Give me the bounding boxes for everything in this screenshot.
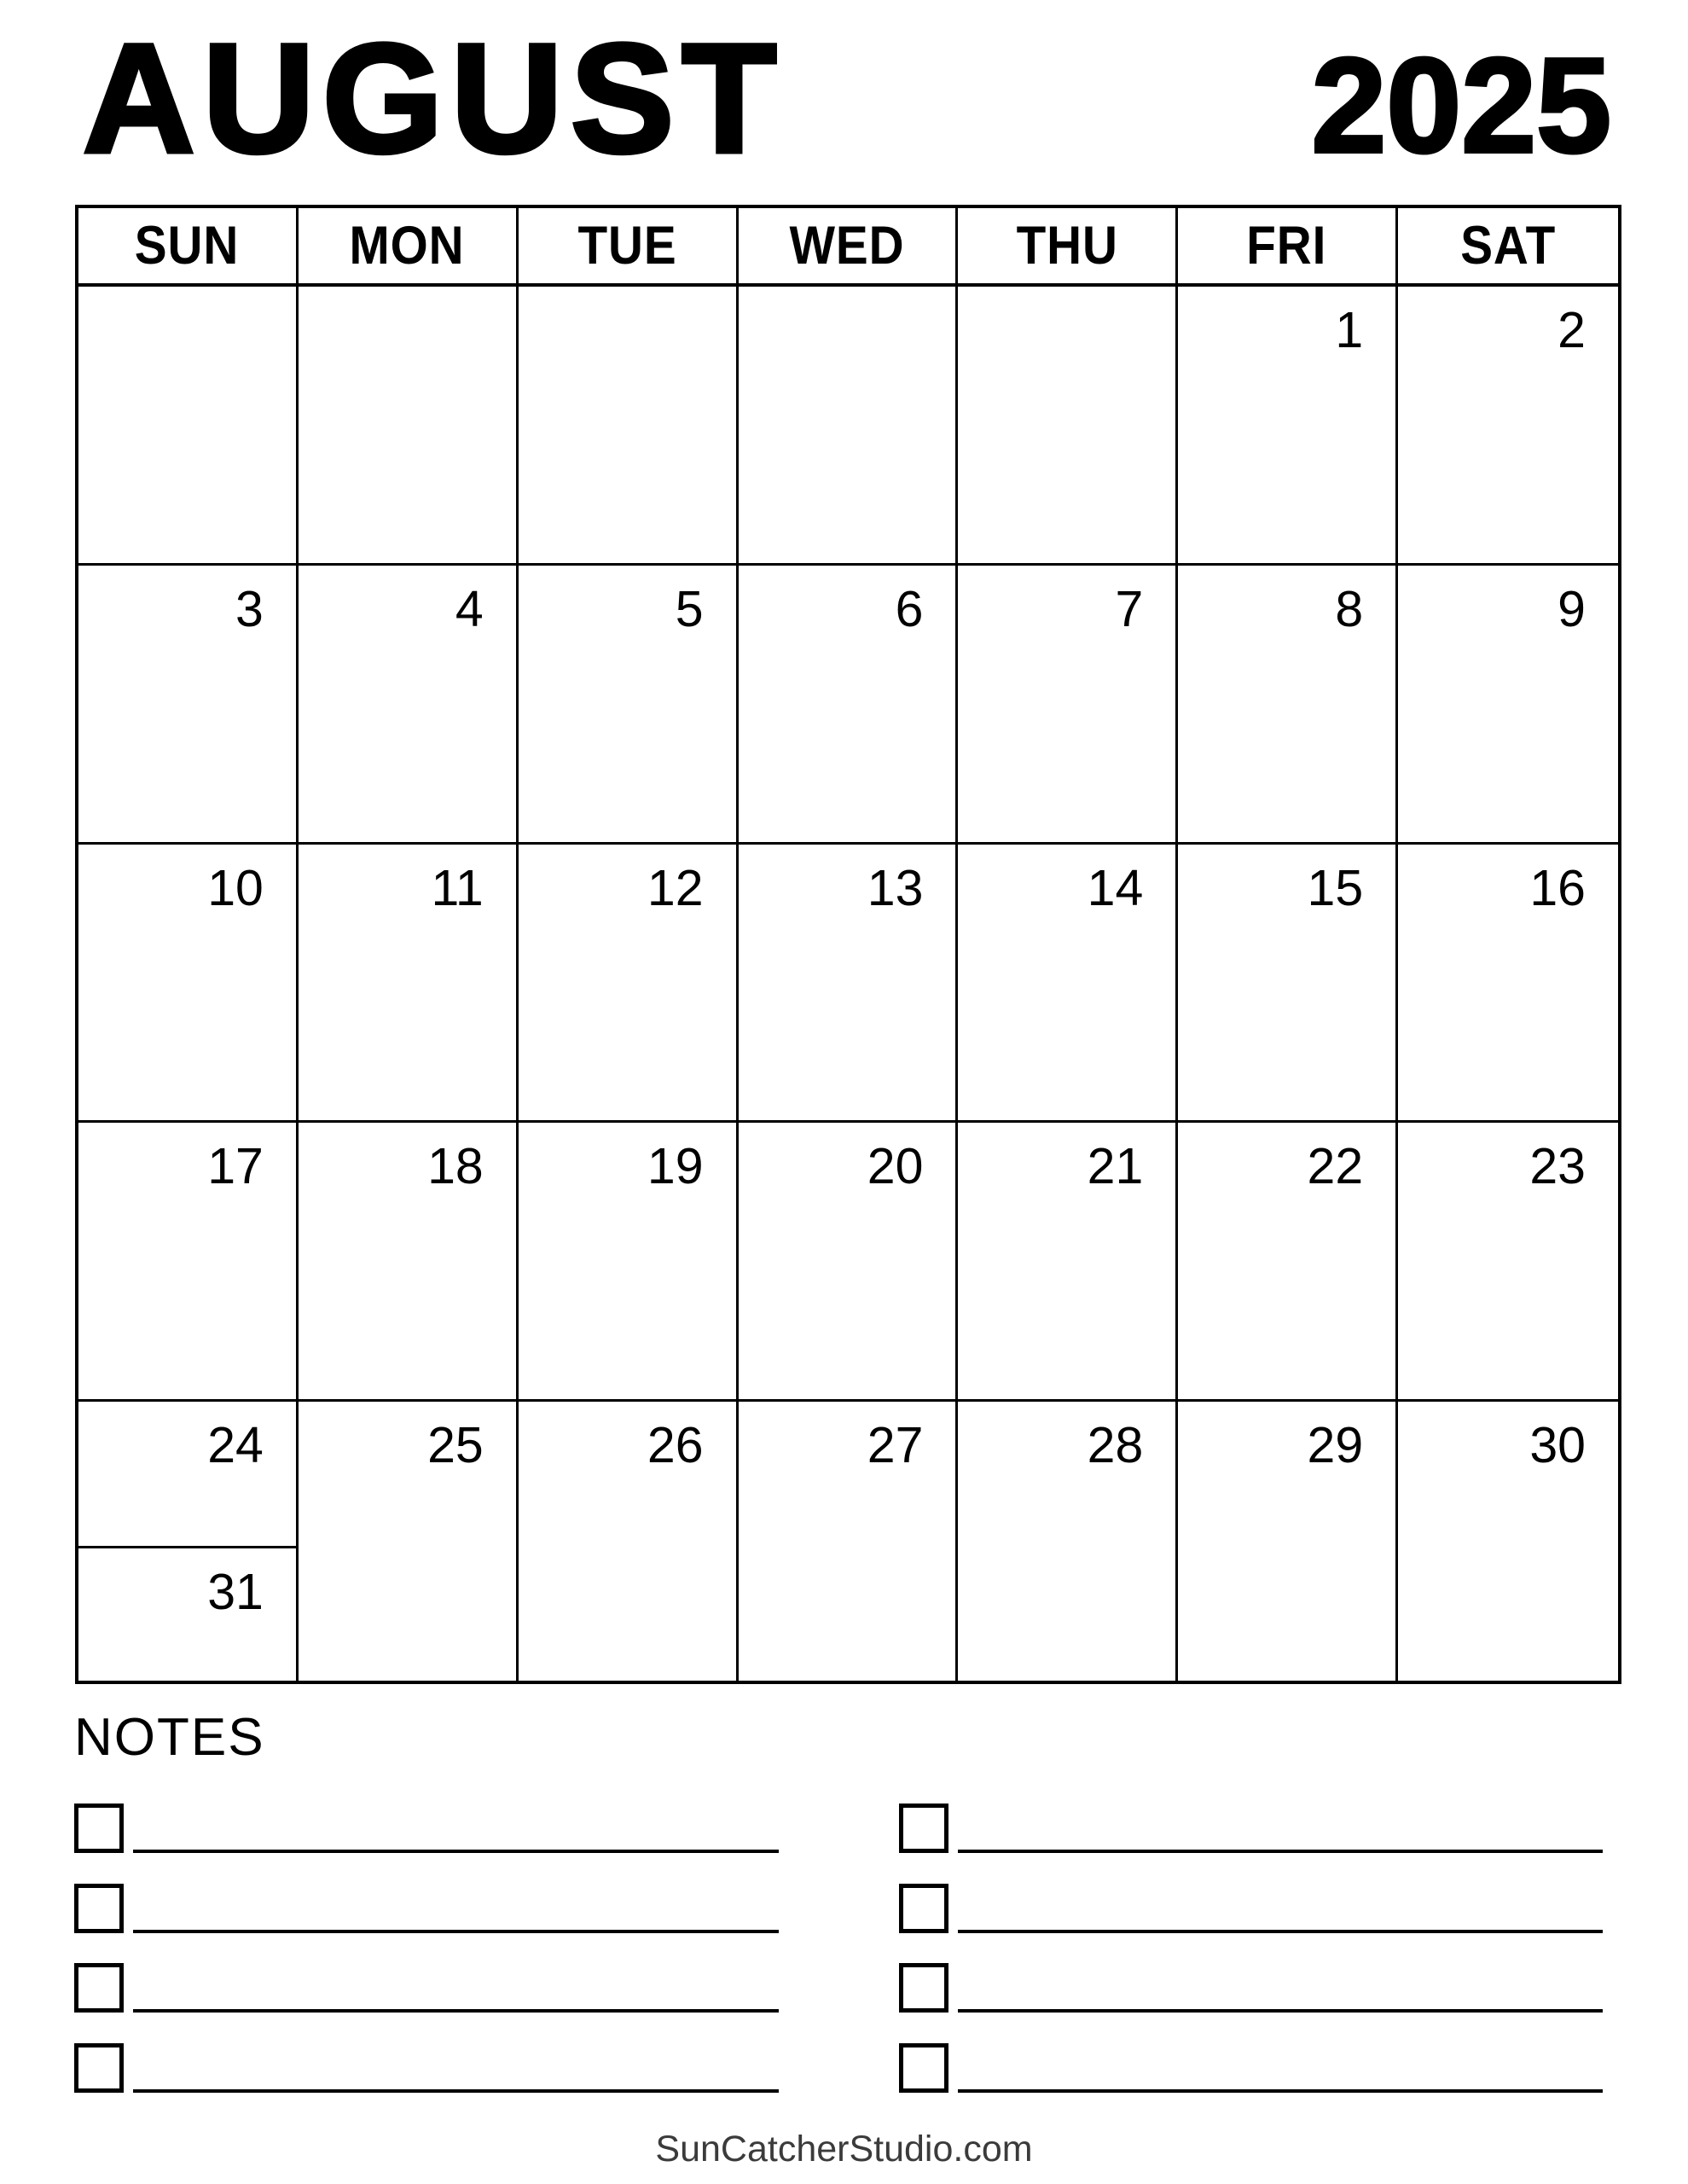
note-writing-line xyxy=(958,1850,1603,1853)
day-cell-13: 13 xyxy=(739,845,959,1124)
day-cell-6: 6 xyxy=(739,566,959,845)
day-header-label: SAT xyxy=(1460,216,1557,276)
note-row xyxy=(899,2043,1603,2093)
day-cell-1: 1 xyxy=(1178,287,1398,566)
day-header-sat xyxy=(1398,208,1618,287)
day-cell-11: 11 xyxy=(299,845,519,1124)
note-row xyxy=(74,1804,779,1853)
day-cell-empty xyxy=(739,287,959,566)
day-header-label: THU xyxy=(1016,216,1118,276)
day-cell-empty xyxy=(78,287,299,566)
note-writing-line xyxy=(133,2009,779,2013)
day-cell-5: 5 xyxy=(519,566,739,845)
day-header-sun xyxy=(78,208,299,287)
note-writing-line xyxy=(958,2089,1603,2093)
note-checkbox[interactable] xyxy=(899,1804,948,1853)
day-cell-2: 2 xyxy=(1398,287,1618,566)
note-row xyxy=(899,1804,1603,1853)
day-cell-28: 28 xyxy=(958,1402,1178,1681)
day-cell-17: 17 xyxy=(78,1123,299,1402)
day-cell-26: 26 xyxy=(519,1402,739,1681)
note-writing-line xyxy=(958,2009,1603,2013)
day-cell-24: 24 xyxy=(78,1402,296,1548)
day-cell-empty xyxy=(519,287,739,566)
day-cell-21: 21 xyxy=(958,1123,1178,1402)
note-row xyxy=(899,1884,1603,1933)
day-cell-25: 25 xyxy=(299,1402,519,1681)
day-header-label: TUE xyxy=(577,216,677,276)
day-cell-empty xyxy=(958,287,1178,566)
day-cell-4: 4 xyxy=(299,566,519,845)
day-header-fri xyxy=(1178,208,1398,287)
day-cell-10: 10 xyxy=(78,845,299,1124)
note-checkbox[interactable] xyxy=(899,2043,948,2093)
note-writing-line xyxy=(133,1850,779,1853)
day-cell-22: 22 xyxy=(1178,1123,1398,1402)
day-header-label: FRI xyxy=(1246,216,1327,276)
day-header-mon xyxy=(299,208,519,287)
day-cell-23: 23 xyxy=(1398,1123,1618,1402)
day-cell-3: 3 xyxy=(78,566,299,845)
day-cell-18: 18 xyxy=(299,1123,519,1402)
note-checkbox[interactable] xyxy=(899,1884,948,1933)
day-header-label: SUN xyxy=(135,216,240,276)
note-writing-line xyxy=(958,1930,1603,1933)
day-cell-31: 31 xyxy=(207,1564,264,1621)
footer-credit: SunCatcherStudio.com xyxy=(655,2129,1033,2169)
calendar-grid xyxy=(75,205,1621,1684)
note-checkbox[interactable] xyxy=(74,1963,124,2013)
day-cell-9: 9 xyxy=(1398,566,1618,845)
day-cell-14: 14 xyxy=(958,845,1178,1124)
day-cell-16: 16 xyxy=(1398,845,1618,1124)
day-cell-15: 15 xyxy=(1178,845,1398,1124)
note-writing-line xyxy=(133,2089,779,2093)
note-row xyxy=(899,1963,1603,2013)
day-header-label: WED xyxy=(789,216,905,276)
day-cell-19: 19 xyxy=(519,1123,739,1402)
day-cell-split-24-31 xyxy=(78,1402,299,1681)
month-title: AUGUST xyxy=(83,11,785,185)
day-cell-12: 12 xyxy=(519,845,739,1124)
day-cell-30: 30 xyxy=(1529,1417,1586,1474)
day-header-thu xyxy=(958,208,1178,287)
note-checkbox[interactable] xyxy=(74,2043,124,2093)
note-row xyxy=(74,1963,779,2013)
note-checkbox[interactable] xyxy=(74,1884,124,1933)
notes-title: NOTES xyxy=(74,1708,265,1767)
day-cell-20: 20 xyxy=(739,1123,959,1402)
day-header-label: MON xyxy=(349,216,465,276)
note-row xyxy=(74,1884,779,1933)
day-cell-29: 29 xyxy=(1178,1402,1398,1681)
day-header-tue xyxy=(519,208,739,287)
day-cell-27: 27 xyxy=(739,1402,959,1681)
note-checkbox[interactable] xyxy=(74,1804,124,1853)
year-title: 2025 xyxy=(1311,31,1611,181)
note-row xyxy=(74,2043,779,2093)
note-writing-line xyxy=(133,1930,779,1933)
day-cell-8: 8 xyxy=(1178,566,1398,845)
day-cell-7: 7 xyxy=(958,566,1178,845)
note-checkbox[interactable] xyxy=(899,1963,948,2013)
day-header-wed xyxy=(739,208,959,287)
day-cell-empty xyxy=(299,287,519,566)
